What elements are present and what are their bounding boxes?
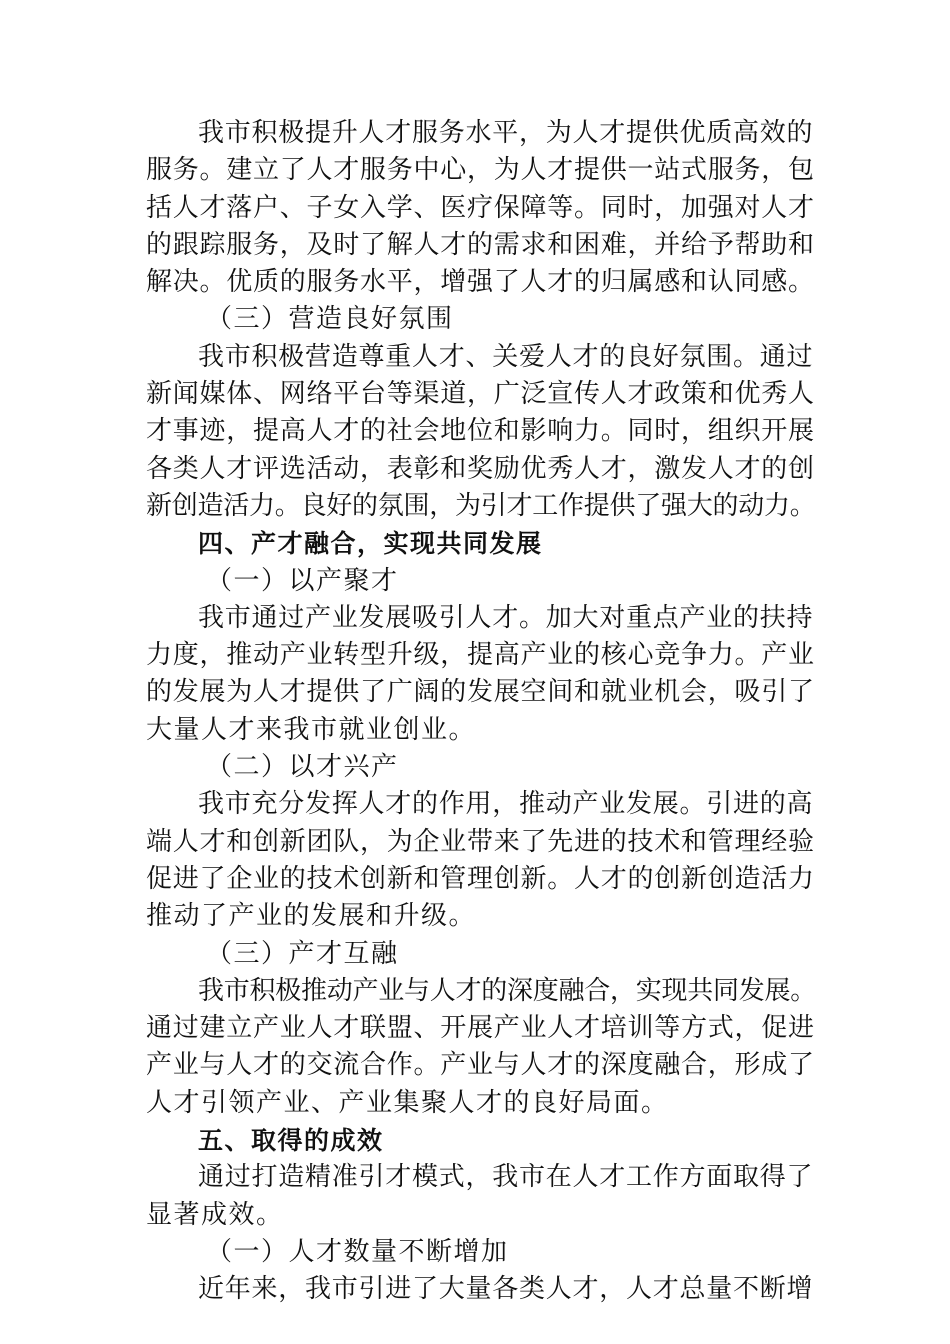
paragraph-line: 大量人才来我市就业创业。: [146, 714, 477, 745]
paragraph-line: 促进了企业的技术创新和管理创新。人才的创新创造活力: [146, 863, 815, 894]
paragraph-line: 新闻媒体、网络平台等渠道，广泛宣传人才政策和优秀人: [146, 379, 815, 410]
subheading: （三）产才互融: [206, 938, 399, 969]
subheading: （二）以才兴产: [206, 752, 399, 783]
paragraph-line: 力度，推动产业转型升级，提高产业的核心竞争力。产业: [146, 640, 815, 671]
subheading: （三）营造良好氛围: [206, 304, 454, 335]
paragraph-line: 我市积极推动产业与人才的深度融合，实现共同发展。: [198, 975, 817, 1006]
paragraph-line: 通过建立产业人才联盟、开展产业人才培训等方式，促进: [146, 1013, 815, 1044]
subheading: （一）人才数量不断增加: [206, 1236, 509, 1267]
paragraph-line: 服务。建立了人才服务中心，为人才提供一站式服务，包: [146, 155, 815, 186]
paragraph-line: 解决。优质的服务水平，增强了人才的归属感和认同感。: [146, 267, 815, 298]
document-body: [146, 115, 816, 1309]
paragraph-line: 推动了产业的发展和升级。: [146, 901, 477, 932]
paragraph-line: 我市通过产业发展吸引人才。加大对重点产业的扶持: [198, 602, 814, 633]
paragraph-line: 才事迹，提高人才的社会地位和影响力。同时，组织开展: [146, 416, 815, 447]
paragraph-line: 的跟踪服务，及时了解人才的需求和困难，并给予帮助和: [146, 229, 815, 260]
paragraph-line: 显著成效。: [146, 1199, 284, 1230]
section-heading: 五、取得的成效: [198, 1126, 384, 1156]
paragraph-line: 产业与人才的交流合作。产业与人才的深度融合，形成了: [146, 1050, 815, 1081]
paragraph-line: 我市积极提升人才服务水平，为人才提供优质高效的: [198, 118, 814, 148]
subheading: （一）以产聚才: [206, 565, 399, 596]
paragraph-line: 端人才和创新团队，为企业带来了先进的技术和管理经验: [146, 826, 815, 857]
paragraph-line: 我市积极营造尊重人才、关爱人才的良好氛围。通过: [198, 341, 814, 372]
paragraph-line: 新创造活力。良好的氛围，为引才工作提供了强大的动力。: [146, 490, 816, 521]
paragraph-line: 括人才落户、子女入学、医疗保障等。同时，加强对人才: [146, 192, 815, 223]
section-heading: 四、产才融合，实现共同发展: [198, 529, 543, 559]
paragraph-line: 近年来，我市引进了大量各类人才，人才总量不断增: [198, 1274, 814, 1305]
paragraph-line: 的发展为人才提供了广阔的发展空间和就业机会，吸引了: [146, 677, 815, 708]
paragraph-line: 人才引领产业、产业集聚人才的良好局面。: [146, 1087, 669, 1118]
paragraph-line: 各类人才评选活动，表彰和奖励优秀人才，激发人才的创: [146, 453, 815, 484]
paragraph-line: 通过打造精准引才模式，我市在人才工作方面取得了: [198, 1162, 814, 1193]
paragraph-line: 我市充分发挥人才的作用，推动产业发展。引进的高: [198, 789, 814, 820]
